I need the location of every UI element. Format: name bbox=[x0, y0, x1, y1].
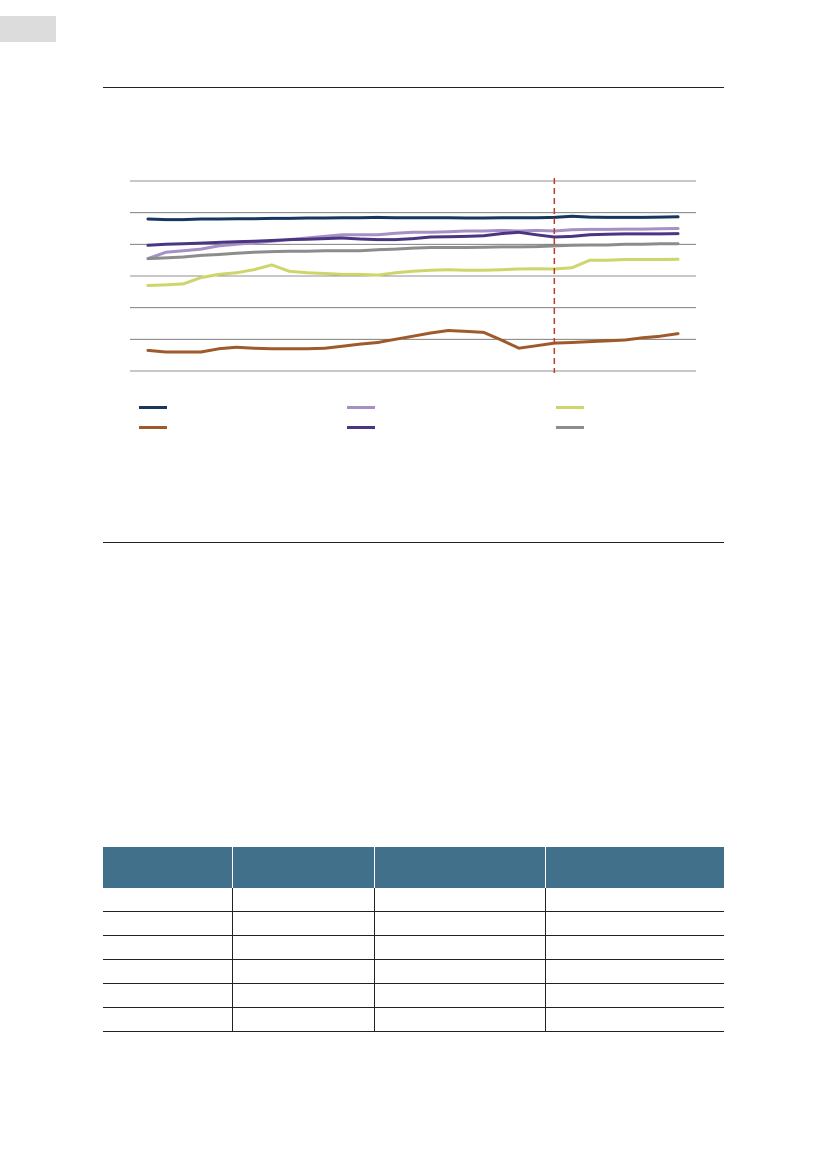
table-cell bbox=[546, 888, 725, 912]
table-cell bbox=[375, 888, 546, 912]
series-line-5 bbox=[148, 232, 678, 245]
series-line-4 bbox=[148, 331, 678, 353]
table-cell bbox=[546, 984, 725, 1008]
table-row bbox=[103, 960, 724, 984]
table-row bbox=[103, 1008, 724, 1032]
series-line-3 bbox=[148, 259, 678, 285]
table-cell bbox=[233, 888, 375, 912]
table-cell bbox=[375, 936, 546, 960]
table-header-cell bbox=[375, 847, 546, 888]
table-cell bbox=[233, 912, 375, 936]
table-row bbox=[103, 888, 724, 912]
table-cell bbox=[546, 936, 725, 960]
table-cell bbox=[375, 960, 546, 984]
table-cell bbox=[233, 936, 375, 960]
table-cell bbox=[233, 1008, 375, 1032]
table-cell bbox=[375, 984, 546, 1008]
table-cell bbox=[546, 1008, 725, 1032]
table-cell bbox=[375, 1008, 546, 1032]
legend-swatch bbox=[347, 406, 375, 409]
legend-swatch bbox=[139, 406, 167, 409]
table-cell bbox=[103, 888, 233, 912]
table-row bbox=[103, 984, 724, 1008]
bottom-rule bbox=[103, 542, 724, 543]
table-cell bbox=[103, 960, 233, 984]
legend-swatch bbox=[556, 406, 584, 409]
table-header-cell bbox=[546, 847, 725, 888]
table-cell bbox=[103, 912, 233, 936]
line-chart bbox=[0, 0, 827, 540]
chart-series bbox=[148, 216, 678, 352]
table-row bbox=[103, 936, 724, 960]
table-cell bbox=[233, 984, 375, 1008]
data-table bbox=[103, 847, 724, 1032]
series-line-1 bbox=[148, 216, 678, 219]
table-cell bbox=[103, 1008, 233, 1032]
legend-swatch bbox=[139, 426, 167, 429]
legend-swatch bbox=[556, 426, 584, 429]
table-cell bbox=[103, 984, 233, 1008]
table-row bbox=[103, 912, 724, 936]
table-header-cell bbox=[233, 847, 375, 888]
table-cell bbox=[103, 936, 233, 960]
legend-swatch bbox=[347, 426, 375, 429]
table-header-row bbox=[103, 847, 724, 888]
table-cell bbox=[546, 960, 725, 984]
table-cell bbox=[375, 912, 546, 936]
table-header-cell bbox=[103, 847, 233, 888]
table-cell bbox=[546, 912, 725, 936]
table-cell bbox=[233, 960, 375, 984]
